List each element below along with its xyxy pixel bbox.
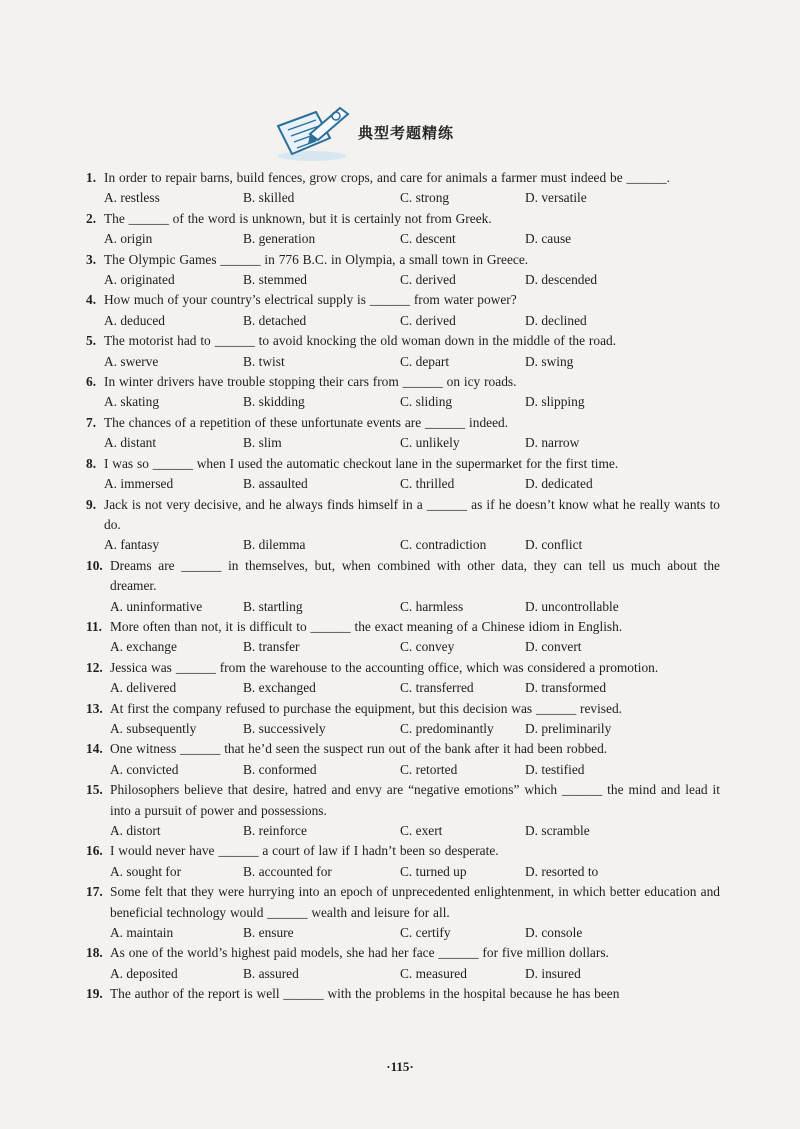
question-stem: [86, 331, 720, 351]
question-text: I would never have ______ a court of law if I hadn’t been so desperate.: [110, 843, 499, 859]
question-stem: [86, 454, 720, 474]
question-stem: [86, 556, 720, 597]
question-text: Philosophers believe that desire, hatred and envy are “negative emotions” which ______ the mind and lead it into a pursuit of power and possessions.: [110, 782, 720, 818]
question-stem: [86, 882, 720, 923]
option-d: D. resorted to: [525, 863, 599, 879]
option-c: C. convey: [400, 639, 455, 655]
option-c: C. contradiction: [400, 537, 487, 553]
option-b: B. slim: [243, 435, 282, 451]
section-header: [0, 100, 800, 160]
option-b: B. exchanged: [243, 680, 316, 696]
option-c: C. turned up: [400, 863, 467, 879]
question-stem: [86, 617, 720, 637]
question-text: Some felt that they were hurrying into an epoch of unprecedented enlightenment, in which better education and beneficial technology would ______ wealth and leisure for all.: [110, 884, 720, 920]
question-text: The motorist had to ______ to avoid knocking the old woman down in the middle of the road.: [104, 333, 617, 349]
option-b: B. assaulted: [243, 476, 308, 492]
option-row: [86, 719, 720, 739]
question-list: [86, 168, 720, 1005]
question-item: [86, 454, 720, 495]
option-d: D. declined: [525, 312, 587, 328]
question-number: 3.: [86, 251, 97, 267]
question-text: How much of your country’s electrical supply is ______ from water power?: [104, 292, 517, 308]
option-a: A. deposited: [110, 965, 178, 981]
option-b: B. skidding: [243, 394, 305, 410]
option-d: D. slipping: [525, 394, 585, 410]
question-text: As one of the world’s highest paid models, she had her face ______ for five million dollars.: [110, 945, 609, 961]
question-number: 1.: [86, 170, 97, 185]
option-c: C. transferred: [400, 680, 474, 696]
option-c: C. certify: [400, 925, 451, 941]
option-a: A. distant: [104, 435, 157, 451]
option-row: [86, 392, 720, 412]
option-c: C. predominantly: [400, 720, 494, 736]
question-item: [86, 290, 720, 331]
question-item: [86, 250, 720, 291]
question-text: The chances of a repetition of these unfortunate events are ______ indeed.: [104, 414, 509, 430]
option-d: D. uncontrollable: [525, 598, 619, 614]
question-text: At first the company refused to purchase the equipment, but this decision was ______ revised.: [110, 700, 623, 716]
option-a: A. origin: [104, 231, 153, 247]
option-d: D. insured: [525, 965, 581, 981]
question-item: [86, 495, 720, 556]
option-b: B. ensure: [243, 925, 294, 941]
question-text: Jessica was ______ from the warehouse to the accounting office, which was considered a promotion.: [110, 659, 659, 675]
option-d: D. console: [525, 925, 583, 941]
option-a: A. subsequently: [110, 720, 197, 736]
question-stem: [86, 658, 720, 678]
question-item: [86, 413, 720, 454]
question-item: [86, 209, 720, 250]
option-c: C. depart: [400, 353, 450, 369]
question-stem: [86, 841, 720, 861]
question-item: [86, 841, 720, 882]
option-c: C. unlikely: [400, 435, 460, 451]
pencil-paper-icon: [270, 104, 352, 162]
question-stem: [86, 495, 720, 536]
option-d: D. scramble: [525, 823, 590, 838]
option-b: B. transfer: [243, 639, 300, 655]
option-b: B. stemmed: [243, 272, 307, 288]
question-item: [86, 617, 720, 658]
question-number: 9.: [86, 496, 97, 512]
option-c: C. descent: [400, 231, 456, 247]
option-d: D. dedicated: [525, 476, 593, 492]
question-number: 8.: [86, 455, 97, 471]
question-text: The ______ of the word is unknown, but it is certainly not from Greek.: [104, 210, 492, 226]
option-c: C. thrilled: [400, 476, 455, 492]
option-d: D. transformed: [525, 680, 607, 696]
option-row: [86, 474, 720, 494]
question-item: [86, 372, 720, 413]
question-number: 18.: [86, 945, 103, 961]
question-item: [86, 943, 720, 984]
option-row: [86, 964, 720, 984]
question-number: 19.: [86, 986, 103, 1002]
question-stem: [86, 168, 720, 188]
option-b: B. detached: [243, 312, 307, 328]
question-text: In order to repair barns, build fences, grow crops, and care for animals a farmer must indeed be ______.: [104, 170, 670, 185]
option-row: [86, 678, 720, 698]
question-item: [86, 556, 720, 617]
option-b: B. assured: [243, 965, 299, 981]
option-a: A. delivered: [110, 680, 177, 696]
question-number: 15.: [86, 782, 103, 798]
option-a: A. uninformative: [110, 598, 203, 614]
option-row: [86, 637, 720, 657]
question-text: One witness ______ that he’d seen the suspect run out of the bank after it had been robbed.: [110, 741, 608, 757]
question-number: 2.: [86, 210, 97, 226]
question-item: [86, 331, 720, 372]
option-d: D. narrow: [525, 435, 580, 451]
option-c: C. retorted: [400, 761, 458, 777]
option-row: [86, 352, 720, 372]
question-number: 14.: [86, 741, 103, 757]
option-a: A. restless: [104, 190, 160, 206]
question-text: Dreams are ______ in themselves, but, when combined with other data, they can tell us much about the dreamer.: [110, 557, 720, 594]
question-text: I was so ______ when I used the automatic checkout lane in the supermarket for the first time.: [104, 455, 619, 471]
option-b: B. reinforce: [243, 823, 307, 838]
option-row: [86, 433, 720, 453]
option-b: B. skilled: [243, 190, 295, 206]
option-b: B. generation: [243, 231, 316, 247]
option-row: [86, 760, 720, 780]
option-d: D. testified: [525, 761, 585, 777]
question-number: 13.: [86, 700, 103, 716]
option-c: C. harmless: [400, 598, 464, 614]
option-row: [86, 270, 720, 290]
question-item: [86, 168, 720, 209]
question-stem: [86, 943, 720, 963]
option-a: A. sought for: [110, 863, 182, 879]
question-number: 7.: [86, 414, 97, 430]
option-c: C. exert: [400, 823, 443, 838]
option-b: B. startling: [243, 598, 303, 614]
option-b: B. twist: [243, 353, 285, 369]
option-a: A. deduced: [104, 312, 165, 328]
option-b: B. successively: [243, 720, 326, 736]
question-number: 5.: [86, 333, 97, 349]
question-stem: [86, 739, 720, 759]
question-stem: [86, 984, 720, 1004]
question-stem: [86, 413, 720, 433]
question-item: [86, 984, 720, 1004]
option-c: C. sliding: [400, 394, 453, 410]
option-d: D. preliminarily: [525, 720, 612, 736]
option-a: A. fantasy: [104, 537, 160, 553]
option-a: A. distort: [110, 823, 161, 838]
question-number: 6.: [86, 374, 97, 390]
question-stem: [86, 699, 720, 719]
option-a: A. maintain: [110, 925, 174, 941]
question-stem: [86, 250, 720, 270]
question-number: 16.: [86, 843, 103, 859]
question-number: 4.: [86, 292, 97, 308]
option-c: C. measured: [400, 965, 467, 981]
option-b: B. accounted for: [243, 863, 332, 879]
question-item: [86, 739, 720, 780]
question-number: 10.: [86, 557, 103, 573]
option-row: [86, 923, 720, 943]
option-row: [86, 597, 720, 617]
option-a: A. originated: [104, 272, 175, 288]
option-a: A. immersed: [104, 476, 174, 492]
question-item: [86, 699, 720, 740]
option-d: D. versatile: [525, 190, 587, 206]
option-b: B. dilemma: [243, 537, 306, 553]
question-stem: [86, 290, 720, 310]
question-item: [86, 658, 720, 699]
option-row: [86, 535, 720, 555]
option-row: [86, 821, 720, 841]
question-text: The Olympic Games ______ in 776 B.C. in Olympia, a small town in Greece.: [104, 251, 529, 267]
question-text: The author of the report is well ______ with the problems in the hospital because he has been: [110, 986, 620, 1002]
option-a: A. swerve: [104, 353, 159, 369]
question-item: [86, 780, 720, 841]
question-stem: [86, 372, 720, 392]
option-d: D. descended: [525, 272, 598, 288]
option-row: [86, 188, 720, 208]
option-row: [86, 311, 720, 331]
question-number: 11.: [86, 618, 102, 634]
option-d: D. convert: [525, 639, 582, 655]
question-stem: [86, 780, 720, 821]
option-row: [86, 229, 720, 249]
option-c: C. derived: [400, 272, 456, 288]
question-number: 12.: [86, 659, 103, 675]
option-d: D. cause: [525, 231, 572, 247]
option-b: B. conformed: [243, 761, 317, 777]
section-title: 典型考题精练: [358, 124, 455, 142]
page-number: ·115·: [386, 1059, 414, 1074]
question-text: More often than not, it is difficult to ______ the exact meaning of a Chinese idiom in English.: [110, 618, 623, 634]
question-stem: [86, 209, 720, 229]
option-row: [86, 862, 720, 882]
question-text: Jack is not very decisive, and he always finds himself in a ______ as if he doesn’t know what he really wants to do.: [104, 496, 720, 532]
option-d: D. swing: [525, 353, 574, 369]
option-a: A. convicted: [110, 761, 179, 777]
option-a: A. exchange: [110, 639, 177, 655]
question-text: In winter drivers have trouble stopping their cars from ______ on icy roads.: [104, 374, 517, 390]
question-number: 17.: [86, 884, 103, 900]
question-item: [86, 882, 720, 943]
option-c: C. derived: [400, 312, 456, 328]
option-d: D. conflict: [525, 537, 583, 553]
option-c: C. strong: [400, 190, 450, 206]
option-a: A. skating: [104, 394, 160, 410]
